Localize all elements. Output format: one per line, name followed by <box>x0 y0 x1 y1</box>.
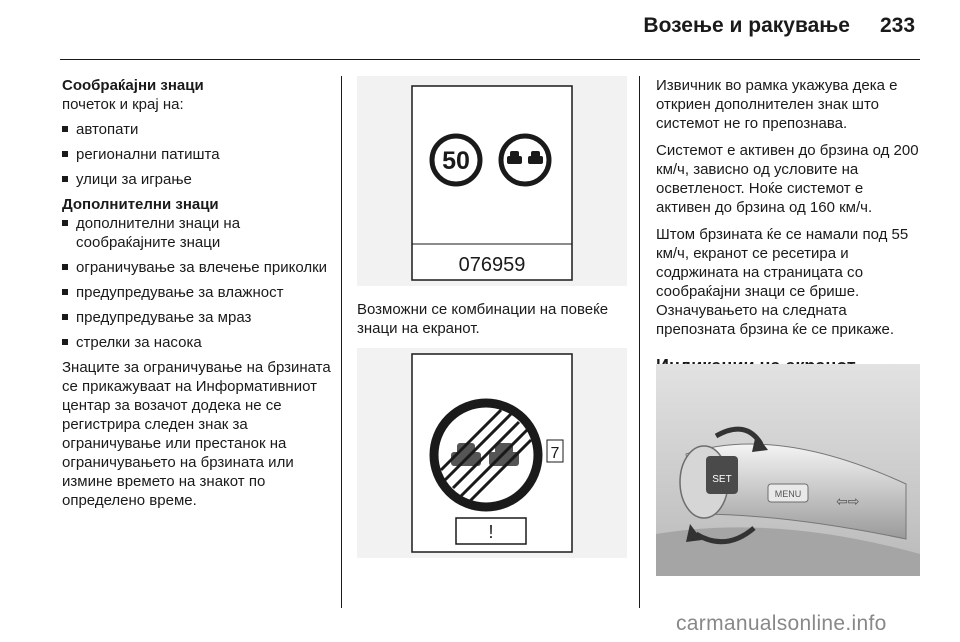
list-item: регионални патишта <box>62 145 332 164</box>
header-rule <box>60 59 920 60</box>
figure-caption: Возможни се комбинации на повеќе знаци на екранот. <box>357 301 609 337</box>
heading-traffic-signs: Сообраќајни знаци <box>62 77 204 94</box>
end-of-restriction-figure <box>357 348 627 558</box>
left-column <box>62 76 332 510</box>
display-frame <box>412 86 572 280</box>
body-paragraph: Извичник во рамка укажува дека е откриен дополнителен знак што системот не го препознава. <box>656 77 898 132</box>
list-item: улици за играње <box>62 170 332 189</box>
menu-label: MENU <box>774 489 802 499</box>
set-label: SET <box>712 474 732 485</box>
right-column <box>656 76 922 377</box>
wiper-icon: ⇦⇨ <box>836 494 860 510</box>
list-item: стрелки за насока <box>62 333 332 352</box>
stalk-photo <box>656 364 920 576</box>
side-label: 7 <box>550 445 560 462</box>
watermark: carmanualsonline.info <box>676 612 887 635</box>
heading-additional-signs: Дополнителни знаци <box>62 196 219 213</box>
list-item: предупредување за мраз <box>62 308 332 327</box>
body-paragraph: Штом брзината ќе се намали под 55 км/ч, екранот се ресетира и содржината на страницата со сообраќајни знаци се брише. Означувањето на следната препозната брзина ќе се прикаже. <box>656 226 909 338</box>
intro-text: почеток и крај на: <box>62 96 184 113</box>
list-item: дополнителни знаци на сообраќајните знаци <box>62 214 332 252</box>
list-item: ограничување за влечење приколки <box>62 258 332 277</box>
list-item: автопати <box>62 120 332 139</box>
body-paragraph: Системот е активен до брзина од 200 км/ч, зависно од условите на осветленост. Ноќе системот е активен до брзина од 160 км/ч. <box>656 142 919 216</box>
sign-display-figure <box>357 76 627 286</box>
column-divider-left <box>341 76 342 608</box>
list-road-types <box>62 120 332 189</box>
column-divider-right <box>639 76 640 608</box>
page-number: 233 <box>880 14 916 37</box>
body-paragraph: Знаците за ограничување на брзината се прикажуваат на Информативниот центар за возачот додека не се регистрира следен знак за ограничување или престанок на ограничувањето на брзината или измине времето на знакот по определено време. <box>62 359 331 509</box>
speed-limit-value: 50 <box>442 147 470 175</box>
exclamation-label: ! <box>488 522 494 542</box>
figure-code: 076959 <box>458 254 526 276</box>
list-item: предупредување за влажност <box>62 283 332 302</box>
running-header: Возење и ракување <box>643 14 850 37</box>
list-additional <box>62 214 332 352</box>
